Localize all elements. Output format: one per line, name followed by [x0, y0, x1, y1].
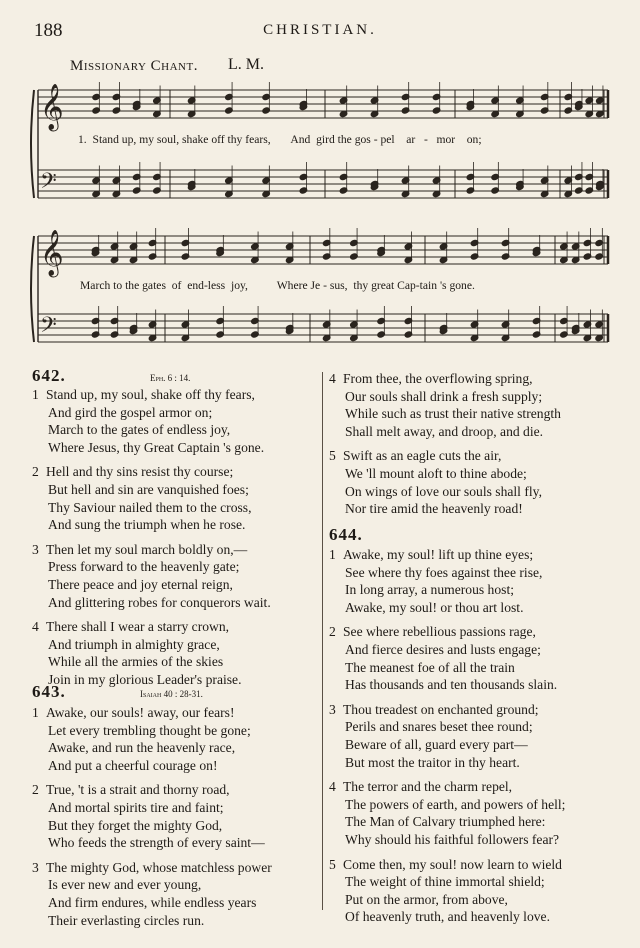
stanza-number: 5: [329, 448, 336, 464]
verse-line: Perils and snares beset thee round;: [345, 719, 533, 735]
verse-line: There peace and joy eternal reign,: [48, 576, 233, 592]
tune-meter: L. M.: [228, 56, 264, 73]
lyric-line-1: 1. Stand up, my soul, shake off thy fears, And gird the gos - pel ar - mor on;: [78, 133, 482, 146]
verse-line: In long array, a numerous host;: [345, 582, 514, 598]
stanza: [32, 386, 322, 456]
hymn-643-text-left: [32, 704, 322, 936]
verse-line: But hell and sin are vanquished foes;: [48, 481, 249, 497]
verse-line: The terror and the charm repel,: [343, 779, 513, 795]
verse-line: And glittering robes for conquerors wait.: [48, 594, 271, 610]
verse-line: Awake, my soul! lift up thine eyes;: [343, 547, 534, 562]
svg-text:𝄢: 𝄢: [40, 313, 57, 343]
verse-line: Their everlasting circles run.: [48, 912, 205, 928]
svg-text:𝄞: 𝄞: [40, 84, 64, 130]
stanza: [32, 781, 322, 851]
verse-line: And firm endures, while endless years: [48, 894, 257, 910]
verse-line: We 'll mount aloft to thine abode;: [345, 465, 527, 481]
stanza-number: 2: [329, 624, 336, 640]
stanza-number: 1: [32, 387, 39, 402]
verse-line: The weight of thine immortal shield;: [345, 874, 545, 890]
stanza: [32, 859, 322, 929]
verse-line: Then let my soul march boldly on,—: [46, 541, 248, 557]
verse-line: And triumph in almighty grace,: [48, 636, 220, 652]
verse-line: Come then, my soul! now learn to wield: [343, 856, 562, 872]
verse-line: Why should his faithful followers fear?: [345, 831, 560, 847]
stanza: [32, 463, 322, 533]
verse-line: From thee, the overflowing spring,: [343, 371, 533, 386]
verse-line: There shall I wear a starry crown,: [46, 619, 230, 635]
stanza-number: 4: [329, 371, 336, 386]
stanza: [329, 778, 634, 848]
stanza: [329, 701, 634, 771]
stanza: [32, 541, 322, 611]
verse-line: And gird the gospel armor on;: [48, 404, 213, 420]
svg-text:𝄞: 𝄞: [40, 230, 64, 276]
verse-line: Hell and thy sins resist thy course;: [46, 464, 234, 480]
verse-line: Beware of all, guard every part—: [345, 736, 528, 752]
verse-line: Shall melt away, and droop, and die.: [345, 423, 544, 439]
verse-line: The Man of Calvary triumphed here:: [345, 814, 546, 830]
verse-line: March to the gates of endless joy,: [48, 422, 231, 438]
svg-text:𝄢: 𝄢: [40, 169, 57, 199]
stanza: [329, 856, 634, 926]
verse-line: True, 't is a strait and thorny road,: [46, 782, 230, 798]
verse-line: The powers of earth, and powers of hell;: [345, 796, 566, 812]
verse-line: Swift as an eagle cuts the air,: [343, 448, 502, 464]
verse-line: Of heavenly truth, and heavenly love.: [345, 909, 550, 925]
verse-line: See where rebellious passions rage,: [343, 624, 536, 640]
verse-line: Press forward to the heavenly gate;: [48, 559, 240, 575]
stanza: [32, 704, 322, 774]
verse-line: And sung the triumph when he rose.: [48, 517, 246, 533]
verse-line: Nor tire amid the heavenly road!: [345, 501, 523, 517]
verse-line: And put a cheerful courage on!: [48, 757, 218, 773]
running-title: CHRISTIAN.: [263, 22, 377, 38]
stanza: [329, 623, 634, 693]
verse-line: The meanest foe of all the train: [345, 659, 515, 675]
hymn-reference-643: Isaiah 40 : 28-31.: [140, 689, 203, 699]
verse-line: See where thy foes against thee rise,: [345, 564, 543, 580]
verse-line: Put on the armor, from above,: [345, 891, 508, 907]
verse-line: Awake, my soul! or thou art lost.: [345, 599, 524, 615]
verse-line: Awake, our souls! away, our fears!: [46, 705, 235, 720]
verse-line: While all the armies of the skies: [48, 654, 224, 670]
verse-line: Our souls shall drink a fresh supply;: [345, 388, 543, 404]
verse-line: Awake, and run the heavenly race,: [48, 740, 236, 756]
stanza-number: 3: [32, 541, 39, 557]
stanza-number: 3: [329, 701, 336, 717]
verse-line: Let every trembling thought be gone;: [48, 722, 251, 738]
stanza-number: 5: [329, 856, 336, 872]
stanza: [329, 546, 634, 616]
stanza-number: 4: [329, 779, 336, 795]
verse-line: Thou treadest on enchanted ground;: [343, 701, 539, 717]
verse-line: But they forget the mighty God,: [48, 817, 223, 833]
verse-line: On wings of love our souls shall fly,: [345, 483, 542, 499]
hymn-642-text: [32, 386, 322, 696]
stanza-number: 2: [32, 464, 39, 480]
stanza: [329, 370, 634, 440]
stanza-number: 3: [32, 859, 39, 875]
hymn-643-text-right: [329, 370, 634, 525]
tune-name: Missionary Chant.: [70, 58, 198, 74]
verse-line: Stand up, my soul, shake off thy fears,: [46, 387, 255, 402]
verse-line: Thy Saviour nailed them to the cross,: [48, 499, 252, 515]
page-number: 188: [34, 20, 63, 41]
stanza-number: 4: [32, 619, 39, 635]
verse-line: Join in my glorious Leader's praise.: [48, 671, 242, 687]
hymn-number-642: 642.: [32, 366, 66, 385]
verse-line: The mighty God, whose matchless power: [46, 859, 272, 875]
verse-line: While such as trust their native strength: [345, 406, 561, 422]
column-divider: [322, 372, 323, 910]
stanza-number: 1: [32, 705, 39, 720]
verse-line: Is ever new and ever young,: [48, 877, 202, 893]
lyric-line-2: March to the gates of end-less joy, Where Je - sus, thy great Cap-tain 's gone.: [80, 279, 475, 292]
verse-line: And mortal spirits tire and faint;: [48, 799, 224, 815]
stanza-number: 2: [32, 782, 39, 798]
hymn-number-643: 643.: [32, 682, 66, 701]
hymn-644-text: [329, 546, 634, 933]
stanza: [32, 618, 322, 688]
verse-line: And fierce desires and lusts engage;: [345, 641, 541, 657]
stanza-number: 1: [329, 547, 336, 562]
stanza: [329, 447, 634, 517]
hymn-number-644: 644.: [329, 525, 363, 544]
music-score: [0, 0, 640, 360]
verse-line: Has thousands and ten thousands slain.: [345, 677, 558, 693]
hymn-reference-642: Eph. 6 : 14.: [150, 373, 191, 383]
verse-line: But most the traitor in thy heart.: [345, 754, 520, 770]
verse-line: Where Jesus, thy Great Captain 's gone.: [48, 439, 265, 455]
verse-line: Who feeds the strength of every saint—: [48, 835, 265, 851]
